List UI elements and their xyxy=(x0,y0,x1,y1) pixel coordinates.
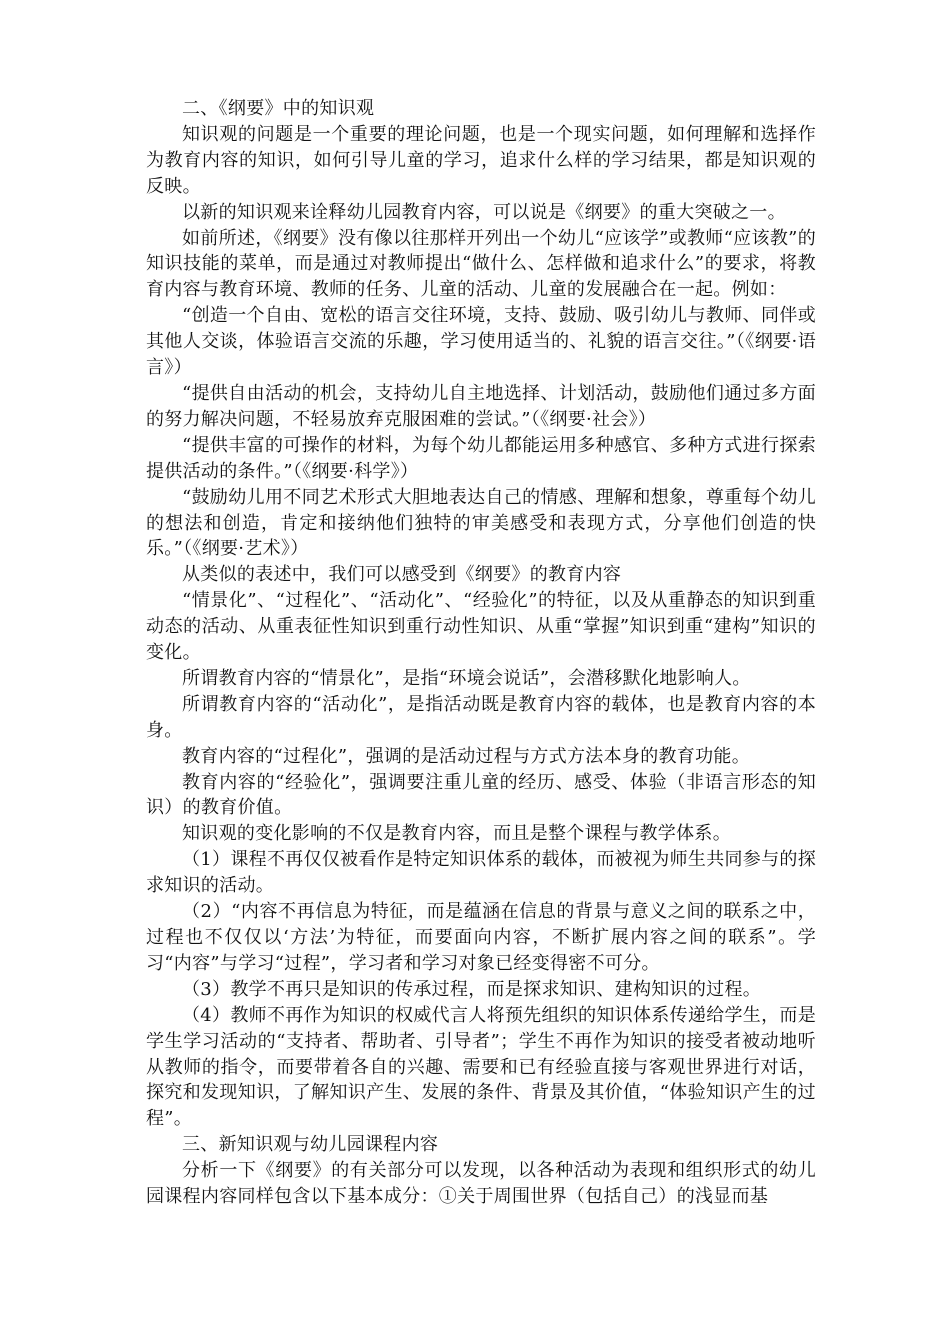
quote-art: “鼓励幼儿用不同艺术形式大胆地表达自己的情感、理解和想象，尊重每个幼儿的想法和创造，肯定和接纳他们独特的审美感受和表现方式，分享他们创造的快乐。”（《纲要·艺术》） xyxy=(146,486,816,560)
paragraph: 知识观的变化影响的不仅是教育内容，而且是整个课程与教学体系。 xyxy=(182,823,731,845)
paragraph: 知识观的问题是一个重要的理论问题，也是一个现实问题，如何理解和选择作为教育内容的知识，如何引导儿童的学习，追求什么样的学习结果，都是知识观的反映。 xyxy=(146,123,816,197)
paragraph: 所谓教育内容的“情景化”，是指“环境会说话”，会潜移默化地影响人。 xyxy=(182,667,751,689)
paragraph: 从类似的表述中，我们可以感受到《纲要》的教育内容 xyxy=(182,564,622,586)
document-body xyxy=(146,96,816,1210)
paragraph: 所谓教育内容的“活动化”，是指活动既是教育内容的载体，也是教育内容的本身。 xyxy=(146,693,816,741)
paragraph: “情景化”、“过程化”、“活动化”、“经验化”的特征，以及从重静态的知识到重动态的活动、从重表征性知识到重行动性知识、从重“掌握”知识到重“建构”知识的变化。 xyxy=(146,590,816,664)
section-heading-2: 二、《纲要》中的知识观 xyxy=(182,98,375,119)
quote-language: “创造一个自由、宽松的语言交往环境，支持、鼓励、吸引幼儿与教师、同伴或其他人交谈，体验语言交流的乐趣，学习使用适当的、礼貌的语言交往。”（《纲要·语言》） xyxy=(146,305,816,379)
list-item-4: （4）教师不再作为知识的权威代言人将预先组织的知识体系传递给学生，而是学生学习活动的“支持者、帮助者、引导者”；学生不再作为知识的接受者被动地听从教师的指令，而要带着各自的兴趣、需要和已有经验直接与客观世界进行对话，探究和发现知识，了解知识产生、发展的条件、背景及其价值，“体验知识产生的过程”。 xyxy=(146,1004,816,1130)
paragraph: 教育内容的“过程化”，强调的是活动过程与方式方法本身的教育功能。 xyxy=(182,745,751,767)
paragraph: 教育内容的“经验化”，强调要注重儿童的经历、感受、体验（非语言形态的知识）的教育价值。 xyxy=(146,771,816,819)
quote-society: “提供自由活动的机会，支持幼儿自主地选择、计划活动，鼓励他们通过多方面的努力解决问题，不轻易放弃克服困难的尝试。”（《纲要·社会》） xyxy=(146,382,816,430)
list-item-3: （3）教学不再只是知识的传承过程，而是探求知识、建构知识的过程。 xyxy=(182,978,762,1000)
list-item-2: （2）“内容不再信息为特征，而是蕴涵在信息的背景与意义之间的联系之中，过程也不仅仅以‘方法’为特征，而要面向内容，不断扩展内容之间的联系”。学习“内容”与学习“过程”，学习者和学习对象已经变得密不可分。 xyxy=(146,901,816,974)
paragraph: 分析一下《纲要》的有关部分可以发现，以各种活动为表现和组织形式的幼儿园课程内容同样包含以下基本成分：①关于周围世界（包括自己）的浅显而基 xyxy=(146,1160,816,1208)
quote-science: “提供丰富的可操作的材料，为每个幼儿都能运用多种感官、多种方式进行探索提供活动的条件。”（《纲要·科学》） xyxy=(146,434,816,482)
section-heading-3: 三、新知识观与幼儿园课程内容 xyxy=(182,1134,439,1156)
paragraph: 如前所述，《纲要》没有像以往那样开列出一个幼儿“应该学”或教师“应该教”的知识技能的菜单，而是通过对教师提出“做什么、怎样做和追求什么”的要求，将教育内容与教育环境、教师的任务、儿童的活动、儿童的发展融合在一起。例如： xyxy=(146,227,816,301)
paragraph: 以新的知识观来诠释幼儿园教育内容，可以说是《纲要》的重大突破之一。 xyxy=(182,201,786,223)
list-item-1: （1）课程不再仅仅被看作是特定知识体系的载体，而被视为师生共同参与的探求知识的活动。 xyxy=(146,849,816,897)
